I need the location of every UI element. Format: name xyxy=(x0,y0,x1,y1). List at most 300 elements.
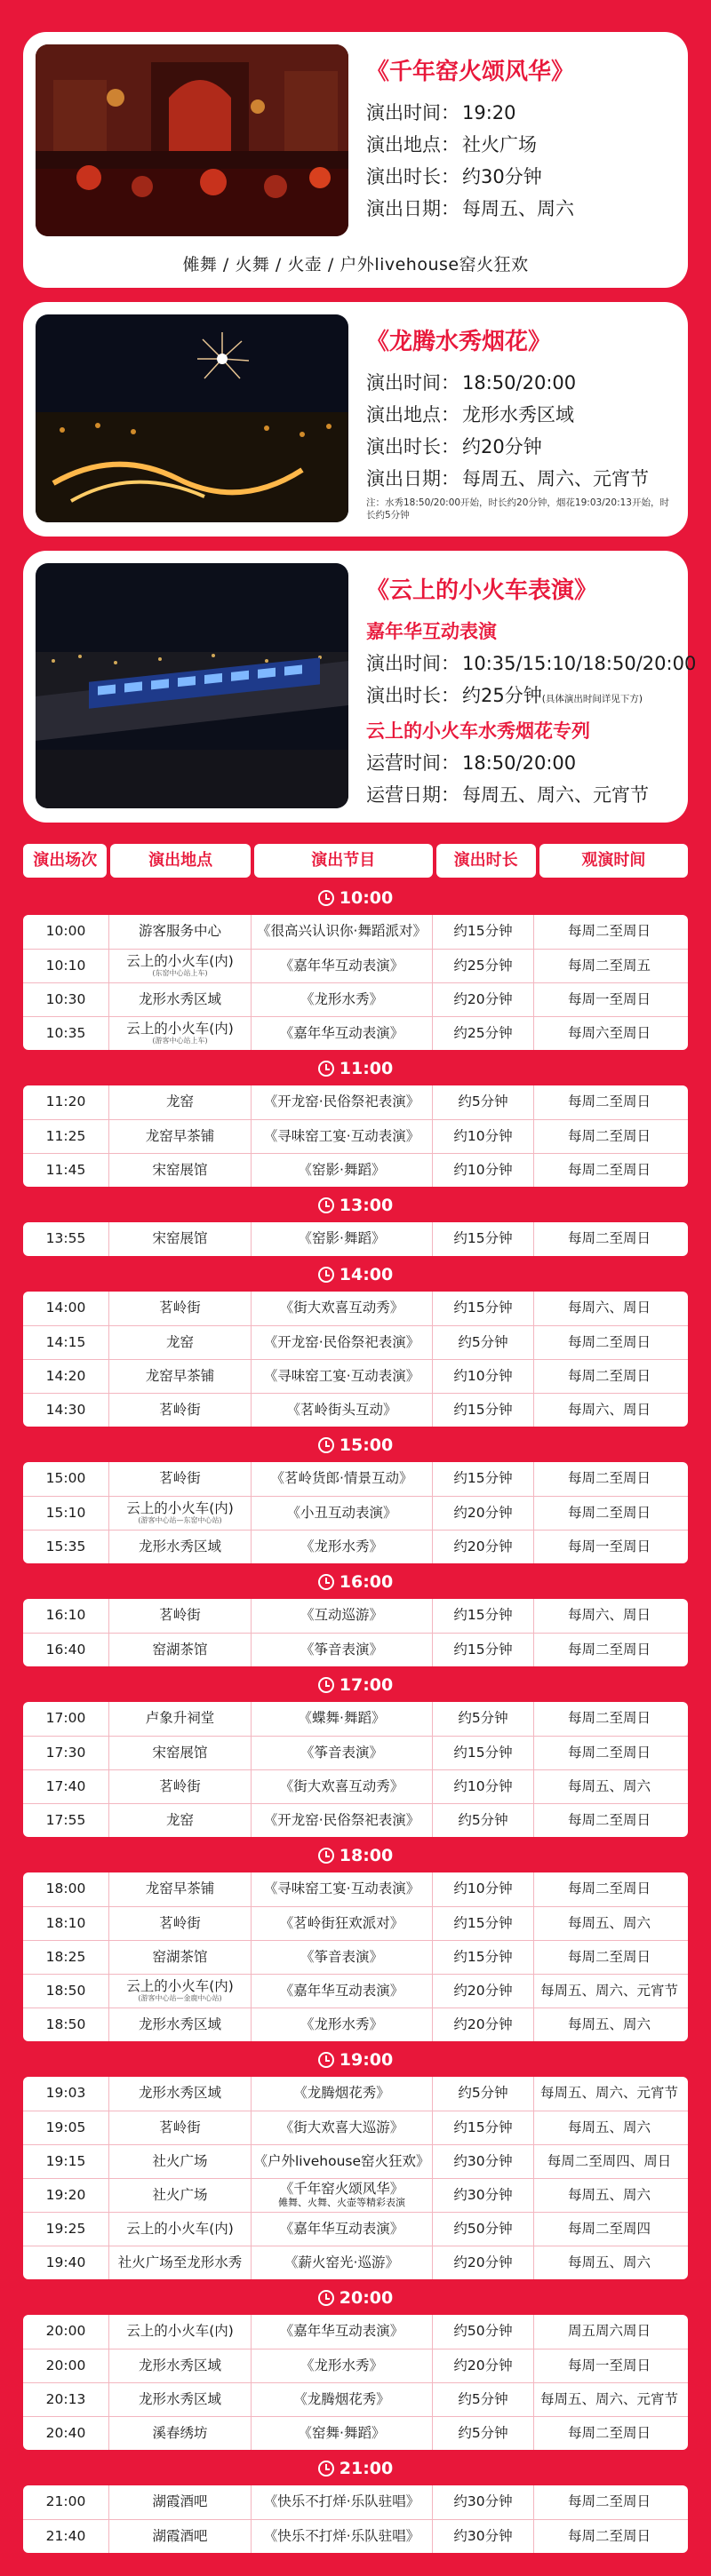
table-row xyxy=(23,1702,688,1736)
cell-duration: 约5分钟 xyxy=(432,1702,533,1736)
cell-time: 18:00 xyxy=(45,1880,86,1897)
hour-label: 11:00 xyxy=(339,1059,394,1078)
cell-duration: 约5分钟 xyxy=(432,1804,533,1837)
cell-program: 《窑舞·舞蹈》 xyxy=(251,2417,432,2450)
show-footer: 傩舞 / 火舞 / 火壶 / 户外livehouse窑火狂欢 xyxy=(182,255,529,274)
info-row-time: 演出时间： 18:50/20:00 xyxy=(366,372,577,394)
info-row-operation-date: 运营日期： 每周五、周六、元宵节 xyxy=(366,784,649,806)
header-place: 演出地点 xyxy=(110,844,250,878)
cell-place: 宋窑展馆 xyxy=(108,1737,251,1769)
fireworks-photo xyxy=(36,314,348,522)
table-row xyxy=(23,1085,688,1119)
fire-dance-photo xyxy=(36,44,348,236)
hour-divider xyxy=(23,2455,688,2482)
cell-place: 湖霞酒吧 xyxy=(108,2485,251,2519)
cell-time: 20:13 xyxy=(45,2390,86,2407)
table-row xyxy=(23,2349,688,2382)
cell-program: 《千年窑火颂风华》 傩舞、火舞、火壶等精彩表演 xyxy=(251,2179,432,2212)
cell-viewing-time: 每周一至周日 xyxy=(533,983,684,1016)
cell-place: 茗岭街 xyxy=(108,1292,251,1325)
cell-duration: 约20分钟 xyxy=(432,983,533,1016)
table-row xyxy=(23,1325,688,1359)
cell-viewing-time: 每周二至周日 xyxy=(533,1804,684,1837)
cell-duration: 约15分钟 xyxy=(432,1222,533,1256)
cell-viewing-time: 每周二至周五 xyxy=(533,950,684,982)
cell-time: 16:10 xyxy=(45,1607,86,1624)
cell-place: 龙形水秀区域 xyxy=(108,2008,251,2041)
clock-icon xyxy=(318,2290,334,2306)
cell-viewing-time: 每周二至周日 xyxy=(533,1462,684,1496)
cell-viewing-time: 每周二至周日 xyxy=(533,1941,684,1974)
cell-time: 20:00 xyxy=(45,2323,86,2340)
cell-time: 10:10 xyxy=(45,957,86,974)
cell-duration: 约25分钟 xyxy=(432,950,533,982)
table-row xyxy=(23,2077,688,2111)
hour-label: 18:00 xyxy=(339,1846,394,1865)
cell-duration: 约20分钟 xyxy=(432,1530,533,1563)
hour-label: 20:00 xyxy=(339,2288,394,2308)
hour-label: 19:00 xyxy=(339,2050,394,2070)
cell-program: 《龙形水秀》 xyxy=(251,2349,432,2382)
clock-icon xyxy=(318,2461,334,2477)
cell-viewing-time: 每周一至周日 xyxy=(533,1530,684,1563)
cell-program: 《开龙窑·民俗祭祀表演》 xyxy=(251,1804,432,1837)
info-row-duration: 演出时长： 约20分钟 xyxy=(366,436,542,457)
cell-viewing-time: 周五周六周日 xyxy=(533,2315,684,2349)
show-card-train[interactable] xyxy=(23,551,697,823)
show-note: 注：水秀18:50/20:00开始，时长约20分钟，烟花19:03/20:13开始，时长约5分钟 xyxy=(366,497,669,521)
cell-time: 19:05 xyxy=(45,2119,86,2135)
table-row xyxy=(23,1462,688,1496)
hour-block xyxy=(23,915,688,1050)
cell-duration: 约20分钟 xyxy=(432,1975,533,2008)
cell-duration: 约5分钟 xyxy=(432,2417,533,2450)
cell-time: 18:50 xyxy=(45,2015,86,2032)
table-row xyxy=(23,1803,688,1837)
cell-program: 《快乐不打烊·乐队驻唱》 xyxy=(251,2485,432,2519)
cell-duration: 约25分钟 xyxy=(432,1017,533,1050)
info-row-date: 演出日期： 每周五、周六 xyxy=(366,198,574,219)
cell-viewing-time: 每周二至周日 xyxy=(533,915,684,949)
cell-time: 19:03 xyxy=(45,2085,86,2102)
cell-place: 龙窑 xyxy=(108,1085,251,1119)
cell-place: 茗岭街 xyxy=(108,1599,251,1633)
cell-time: 15:00 xyxy=(45,1470,86,1487)
cell-viewing-time: 每周六、周日 xyxy=(533,1292,684,1325)
hour-divider xyxy=(23,1055,688,1082)
cell-time: 10:30 xyxy=(45,990,86,1007)
cell-place: 社火广场至龙形水秀 xyxy=(108,2246,251,2279)
table-row xyxy=(23,1769,688,1803)
hour-block xyxy=(23,2485,688,2553)
table-row xyxy=(23,1496,688,1530)
hour-label: 21:00 xyxy=(339,2459,394,2478)
hour-divider xyxy=(23,1672,688,1698)
hour-block xyxy=(23,1085,688,1187)
hour-divider xyxy=(23,1569,688,1595)
cell-duration: 约20分钟 xyxy=(432,2349,533,2382)
cell-place: 宋窑展馆 xyxy=(108,1154,251,1187)
table-row xyxy=(23,949,688,982)
table-row xyxy=(23,1736,688,1769)
cell-viewing-time: 每周二至周日 xyxy=(533,1222,684,1256)
cell-time: 13:55 xyxy=(45,1230,86,1247)
cell-time: 14:30 xyxy=(45,1401,86,1418)
cell-duration: 约15分钟 xyxy=(432,915,533,949)
cell-time: 10:35 xyxy=(45,1024,86,1041)
info-row-date: 演出日期： 每周五、周六、元宵节 xyxy=(366,468,649,489)
cell-place: 溪春绣坊 xyxy=(108,2417,251,2450)
cell-time: 14:00 xyxy=(45,1300,86,1316)
cell-viewing-time: 每周二至周日 xyxy=(533,1085,684,1119)
cell-place: 龙形水秀区域 xyxy=(108,983,251,1016)
cell-time: 17:30 xyxy=(45,1744,86,1761)
cell-duration: 约50分钟 xyxy=(432,2213,533,2246)
hour-block xyxy=(23,1872,688,2041)
sub-title-train-special: 云上的小火车水秀烟花专列 xyxy=(366,720,590,742)
cell-viewing-time: 每周五、周六 xyxy=(533,1907,684,1940)
show-info xyxy=(348,314,674,524)
table-row xyxy=(23,1292,688,1325)
hour-label: 10:00 xyxy=(339,888,394,908)
cell-program: 《互动巡游》 xyxy=(251,1599,432,1633)
hour-label: 17:00 xyxy=(339,1675,394,1695)
cell-viewing-time: 每周五、周六、元宵节 xyxy=(533,1975,684,2008)
table-row xyxy=(23,2416,688,2450)
show-title: 《云上的小火车表演》 xyxy=(366,577,598,604)
cell-program: 《嘉年华互动表演》 xyxy=(251,1017,432,1050)
hour-divider xyxy=(23,2285,688,2311)
hour-divider xyxy=(23,1261,688,1288)
cell-place: 云上的小火车(内) (游客中心站上车) xyxy=(108,1017,251,1050)
clock-icon xyxy=(318,2052,334,2068)
cell-duration: 约20分钟 xyxy=(432,2246,533,2279)
hour-block xyxy=(23,1222,688,1256)
cell-place: 龙形水秀区域 xyxy=(108,2077,251,2111)
hour-divider xyxy=(23,1432,688,1459)
cell-program: 《开龙窑·民俗祭祀表演》 xyxy=(251,1085,432,1119)
cell-time: 16:40 xyxy=(45,1641,86,1658)
cell-program: 《蝶舞·舞蹈》 xyxy=(251,1702,432,1736)
table-row xyxy=(23,2111,688,2144)
cell-duration: 约5分钟 xyxy=(432,1326,533,1359)
cell-program: 《筝音表演》 xyxy=(251,1941,432,1974)
schedule-table xyxy=(23,844,688,2553)
cell-duration: 约15分钟 xyxy=(432,1941,533,1974)
table-row xyxy=(23,1153,688,1187)
table-row xyxy=(23,2144,688,2178)
info-row-duration: 演出时长： 约30分钟 xyxy=(366,166,542,187)
hour-block xyxy=(23,2077,688,2279)
cell-time: 18:25 xyxy=(45,1948,86,1965)
cell-duration: 约50分钟 xyxy=(432,2315,533,2349)
cell-program: 《小丑互动表演》 xyxy=(251,1497,432,1530)
cell-program: 《嘉年华互动表演》 xyxy=(251,950,432,982)
cell-place: 龙形水秀区域 xyxy=(108,1530,251,1563)
show-title: 《千年窑火颂风华》 xyxy=(366,59,575,85)
show-card-fire[interactable] xyxy=(23,32,688,288)
cell-program: 《窑影·舞蹈》 xyxy=(251,1154,432,1187)
cell-viewing-time: 每周五、周六 xyxy=(533,2008,684,2041)
sub-title-carnival: 嘉年华互动表演 xyxy=(366,621,497,642)
clock-icon xyxy=(318,1437,334,1453)
schedule-groups xyxy=(23,885,688,2553)
header-viewing-time: 观演时间 xyxy=(539,844,688,878)
cell-viewing-time: 每周二至周四、周日 xyxy=(533,2145,684,2178)
cell-place: 窑湖茶馆 xyxy=(108,1634,251,1666)
cell-program: 《街大欢喜互动秀》 xyxy=(251,1770,432,1803)
cell-place: 云上的小火车(内) (游客中心站—金鹿中心站) xyxy=(108,1975,251,2008)
cell-viewing-time: 每周一至周日 xyxy=(533,2349,684,2382)
cell-program: 《寻味窑工宴·互动表演》 xyxy=(251,1872,432,1906)
cell-viewing-time: 每周二至周日 xyxy=(533,1497,684,1530)
cell-program: 《茗岭街头互动》 xyxy=(251,1394,432,1427)
hour-label: 15:00 xyxy=(339,1435,394,1455)
cell-duration: 约20分钟 xyxy=(432,1497,533,1530)
cell-duration: 约30分钟 xyxy=(432,2179,533,2212)
cell-viewing-time: 每周二至周日 xyxy=(533,2417,684,2450)
cell-place: 社火广场 xyxy=(108,2179,251,2212)
cell-place: 茗岭街 xyxy=(108,1907,251,1940)
cell-program: 《窑影·舞蹈》 xyxy=(251,1222,432,1256)
clock-icon xyxy=(318,1267,334,1283)
cell-program: 《筝音表演》 xyxy=(251,1634,432,1666)
hour-divider xyxy=(23,2047,688,2073)
table-row xyxy=(23,2382,688,2416)
cell-duration: 约15分钟 xyxy=(432,1599,533,1633)
table-row xyxy=(23,1222,688,1256)
table-row xyxy=(23,1906,688,1940)
hour-block xyxy=(23,1462,688,1563)
table-row xyxy=(23,2485,688,2519)
cell-viewing-time: 每周二至周日 xyxy=(533,1872,684,1906)
cell-duration: 约10分钟 xyxy=(432,1360,533,1393)
cell-time: 19:25 xyxy=(45,2220,86,2237)
hour-divider xyxy=(23,1842,688,1869)
table-row xyxy=(23,1119,688,1153)
cell-duration: 约15分钟 xyxy=(432,1394,533,1427)
cell-duration: 约30分钟 xyxy=(432,2485,533,2519)
cell-place: 云上的小火车(内) xyxy=(108,2213,251,2246)
cell-place: 湖霞酒吧 xyxy=(108,2520,251,2553)
info-row-duration: 演出时长： 约25分钟(具体演出时间详见下方) xyxy=(366,685,643,706)
show-card-fireworks[interactable] xyxy=(23,302,688,537)
cell-program: 《寻味窑工宴·互动表演》 xyxy=(251,1120,432,1153)
info-row-time: 演出时间： 10:35/15:10/18:50/20:00 xyxy=(366,653,697,674)
cell-viewing-time: 每周二至周日 xyxy=(533,1326,684,1359)
cell-duration: 约5分钟 xyxy=(432,2383,533,2416)
cell-viewing-time: 每周五、周六 xyxy=(533,2246,684,2279)
cell-program: 《很高兴认识你·舞蹈派对》 xyxy=(251,915,432,949)
cell-viewing-time: 每周五、周六、元宵节 xyxy=(533,2077,684,2111)
cell-viewing-time: 每周五、周六、元宵节 xyxy=(533,2383,684,2416)
cell-time: 21:40 xyxy=(45,2527,86,2544)
cell-time: 15:35 xyxy=(45,1538,86,1554)
cell-time: 11:25 xyxy=(45,1127,86,1144)
table-row xyxy=(23,2178,688,2212)
table-row xyxy=(23,1872,688,1906)
cell-viewing-time: 每周二至周日 xyxy=(533,1120,684,1153)
show-info xyxy=(348,44,674,275)
hour-block xyxy=(23,1702,688,1837)
clock-icon xyxy=(318,1197,334,1213)
table-row xyxy=(23,915,688,949)
cell-program: 《龙腾烟花秀》 xyxy=(251,2077,432,2111)
cell-duration: 约20分钟 xyxy=(432,2008,533,2041)
cell-time: 19:20 xyxy=(45,2186,86,2203)
cell-time: 17:40 xyxy=(45,1777,86,1794)
table-row xyxy=(23,2315,688,2349)
cell-time: 14:15 xyxy=(45,1333,86,1350)
clock-icon xyxy=(318,890,334,906)
cell-duration: 约5分钟 xyxy=(432,1085,533,1119)
cell-program: 《户外livehouse窑火狂欢》 xyxy=(251,2145,432,2178)
info-row-operation-time: 运营时间： 18:50/20:00 xyxy=(366,752,577,774)
table-row xyxy=(23,2212,688,2246)
cell-program: 《街大欢喜互动秀》 xyxy=(251,1292,432,1325)
cell-viewing-time: 每周五、周六 xyxy=(533,2111,684,2144)
cell-time: 15:10 xyxy=(45,1504,86,1521)
cell-viewing-time: 每周二至周日 xyxy=(533,1634,684,1666)
cell-time: 17:55 xyxy=(45,1811,86,1828)
cell-duration: 约15分钟 xyxy=(432,1462,533,1496)
cell-program: 《龙形水秀》 xyxy=(251,983,432,1016)
cell-duration: 约30分钟 xyxy=(432,2145,533,2178)
cell-time: 11:20 xyxy=(45,1093,86,1110)
clock-icon xyxy=(318,1574,334,1590)
cell-viewing-time: 每周六至周日 xyxy=(533,1017,684,1050)
cell-time: 17:00 xyxy=(45,1710,86,1727)
hour-divider xyxy=(23,1192,688,1219)
cell-program: 《龙腾烟花秀》 xyxy=(251,2383,432,2416)
cell-place: 龙窑早茶铺 xyxy=(108,1872,251,1906)
cell-place: 龙窑 xyxy=(108,1804,251,1837)
cell-place: 云上的小火车(内) (游客中心站—东窑中心站) xyxy=(108,1497,251,1530)
table-row xyxy=(23,1393,688,1427)
cell-viewing-time: 每周二至周日 xyxy=(533,1360,684,1393)
cell-program: 《寻味窑工宴·互动表演》 xyxy=(251,1360,432,1393)
cell-time: 18:10 xyxy=(45,1914,86,1931)
cell-duration: 约15分钟 xyxy=(432,1292,533,1325)
cell-place: 龙窑 xyxy=(108,1326,251,1359)
header-program: 演出节目 xyxy=(254,844,433,878)
cell-place: 茗岭街 xyxy=(108,1462,251,1496)
show-info xyxy=(348,563,696,810)
cell-time: 14:20 xyxy=(45,1367,86,1384)
cell-program: 《龙形水秀》 xyxy=(251,1530,432,1563)
table-row xyxy=(23,1633,688,1666)
cell-viewing-time: 每周六、周日 xyxy=(533,1599,684,1633)
cell-program: 《快乐不打烊·乐队驻唱》 xyxy=(251,2520,432,2553)
cell-place: 卢象升祠堂 xyxy=(108,1702,251,1736)
cell-place: 龙窑早茶铺 xyxy=(108,1360,251,1393)
cell-duration: 约15分钟 xyxy=(432,1907,533,1940)
cell-time: 20:40 xyxy=(45,2424,86,2441)
cell-place: 窑湖茶馆 xyxy=(108,1941,251,1974)
table-row xyxy=(23,2008,688,2041)
cell-duration: 约10分钟 xyxy=(432,1120,533,1153)
cell-viewing-time: 每周二至周四 xyxy=(533,2213,684,2246)
cell-place: 云上的小火车(内) (东窑中心站上车) xyxy=(108,950,251,982)
table-row xyxy=(23,1599,688,1633)
cell-duration: 约10分钟 xyxy=(432,1154,533,1187)
cell-viewing-time: 每周二至周日 xyxy=(533,1154,684,1187)
table-row xyxy=(23,1359,688,1393)
cell-viewing-time: 每周六、周日 xyxy=(533,1394,684,1427)
cell-program: 《龙形水秀》 xyxy=(251,2008,432,2041)
table-row xyxy=(23,982,688,1016)
hour-label: 13:00 xyxy=(339,1196,394,1215)
cell-viewing-time: 每周二至周日 xyxy=(533,1702,684,1736)
clock-icon xyxy=(318,1848,334,1864)
table-row xyxy=(23,1940,688,1974)
hour-block xyxy=(23,2315,688,2450)
cell-place: 龙窑早茶铺 xyxy=(108,1120,251,1153)
cell-viewing-time: 每周五、周六 xyxy=(533,1770,684,1803)
show-title: 《龙腾水秀烟花》 xyxy=(366,329,552,355)
cell-duration: 约15分钟 xyxy=(432,1737,533,1769)
cell-viewing-time: 每周二至周日 xyxy=(533,1737,684,1769)
cell-time: 18:50 xyxy=(45,1982,86,1999)
night-train-photo xyxy=(36,563,348,808)
cell-place: 龙形水秀区域 xyxy=(108,2349,251,2382)
cell-program: 《街大欢喜大巡游》 xyxy=(251,2111,432,2144)
cell-time: 19:15 xyxy=(45,2152,86,2169)
cell-duration: 约30分钟 xyxy=(432,2520,533,2553)
hour-divider xyxy=(23,885,688,911)
cell-program: 《嘉年华互动表演》 xyxy=(251,1975,432,2008)
cell-duration: 约5分钟 xyxy=(432,2077,533,2111)
cell-time: 10:00 xyxy=(45,923,86,940)
header-session: 演出场次 xyxy=(23,844,107,878)
cell-duration: 约10分钟 xyxy=(432,1872,533,1906)
cell-time: 19:40 xyxy=(45,2254,86,2270)
cell-place: 社火广场 xyxy=(108,2145,251,2178)
clock-icon xyxy=(318,1061,334,1077)
table-row xyxy=(23,1530,688,1563)
info-row-place: 演出地点： 龙形水秀区域 xyxy=(366,404,574,425)
cell-program: 《薪火窑光·巡游》 xyxy=(251,2246,432,2279)
header-duration: 演出时长 xyxy=(436,844,536,878)
cell-duration: 约15分钟 xyxy=(432,2111,533,2144)
cell-time: 20:00 xyxy=(45,2357,86,2373)
hour-label: 16:00 xyxy=(339,1572,394,1592)
cell-time: 11:45 xyxy=(45,1161,86,1178)
table-row xyxy=(23,1974,688,2008)
cell-duration: 约10分钟 xyxy=(432,1770,533,1803)
hour-block xyxy=(23,1292,688,1427)
cell-place: 茗岭街 xyxy=(108,1770,251,1803)
cell-program: 《嘉年华互动表演》 xyxy=(251,2213,432,2246)
table-row xyxy=(23,1016,688,1050)
info-row-time: 演出时间： 19:20 xyxy=(366,102,516,123)
info-row-place: 演出地点： 社火广场 xyxy=(366,134,537,155)
cell-duration: 约15分钟 xyxy=(432,1634,533,1666)
cell-place: 游客服务中心 xyxy=(108,915,251,949)
cell-program: 《茗岭货郎·情景互动》 xyxy=(251,1462,432,1496)
cell-viewing-time: 每周二至周日 xyxy=(533,2485,684,2519)
cell-program: 《筝音表演》 xyxy=(251,1737,432,1769)
cell-time: 21:00 xyxy=(45,2493,86,2510)
hour-label: 14:00 xyxy=(339,1265,394,1284)
table-row xyxy=(23,2246,688,2279)
cell-place: 云上的小火车(内) xyxy=(108,2315,251,2349)
cell-place: 龙形水秀区域 xyxy=(108,2383,251,2416)
cell-viewing-time: 每周五、周六 xyxy=(533,2179,684,2212)
clock-icon xyxy=(318,1677,334,1693)
cell-place: 宋窑展馆 xyxy=(108,1222,251,1256)
cell-program: 《嘉年华互动表演》 xyxy=(251,2315,432,2349)
